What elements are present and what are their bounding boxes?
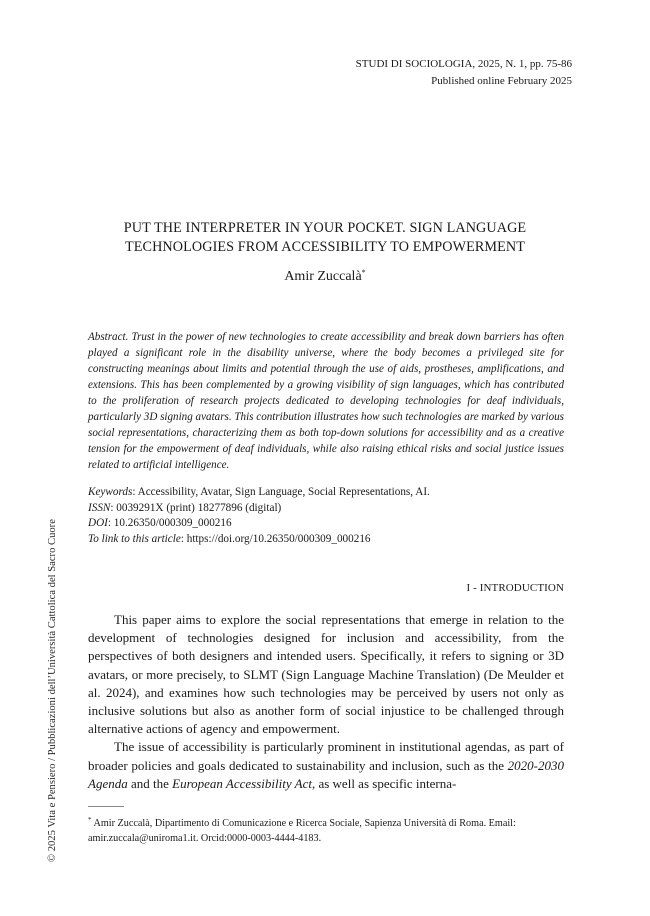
issn-line <box>88 501 564 517</box>
keywords-value: : Accessibility, Avatar, Sign Language, Social Representations, AI. <box>132 486 430 498</box>
article-link-line <box>88 532 564 548</box>
agenda-reference: 2020-2030 Agenda <box>88 757 564 791</box>
doi-label: DOI <box>88 517 108 529</box>
footnote-text: Amir Zuccalà, Dipartimento di Comunicazione e Ricerca Sociale, Sapienza Università di Roma. Email: amir.zuccala@uniroma1.it. Orcid:0000-0003-4444-4183. <box>88 818 516 844</box>
doi-value: : 10.26350/000309_000216 <box>107 517 232 529</box>
article-link-label: To link to this article <box>88 532 181 545</box>
article-title <box>60 219 590 257</box>
abstract: Abstract. Trust in the power of new technologies to create accessibility and break down barriers has often played a significant role in the disability universe, where the body becomes a privileged site for constructing meanings about limits and potential through the use of aids, prostheses, amplifications, and extensions. This has been complemented by a growing visibility of sign languages, which has contributed to the proliferation of research projects dedicated to developing technologies for deaf individuals, particularly 3D signing avatars. This contribution illustrates how such technologies are marked by various social representations, characterizing them as both top-down solutions for accessibility and as a creative tension for the empowerment of deaf individuals, while also raising ethical risks and social justice issues related to artificial intelligence. <box>88 331 564 471</box>
section-heading: I - INTRODUCTION <box>466 582 564 594</box>
article-author <box>60 268 590 285</box>
body-text <box>88 611 564 793</box>
article-link-value: : https://doi.org/10.26350/000309_000216 <box>180 532 371 545</box>
issn-value: : 0039291X (print) 18277896 (digital) <box>110 501 282 514</box>
copyright-side-note: © 2025 Vita e Pensiero / Pubblicazioni dell’Università Cattolica del Sacro Cuore <box>47 519 58 862</box>
paragraph-2 <box>88 738 564 793</box>
journal-citation: STUDI DI SOCIOLOGIA, 2025, N. 1, pp. 75-86 <box>355 58 572 70</box>
keywords-label: Keywords <box>88 486 133 498</box>
paragraph-2-middle: and the <box>127 775 173 791</box>
keywords-line <box>88 485 564 501</box>
title-line-2: TECHNOLOGIES FROM ACCESSIBILITY TO EMPOWERMENT <box>124 239 526 255</box>
footnote-divider <box>88 806 124 807</box>
author-name: Amir Zuccalà <box>284 269 362 284</box>
footnote-mark: * <box>88 816 92 824</box>
author-footnote-mark: * <box>361 268 366 277</box>
publication-date: Published online February 2025 <box>431 75 572 87</box>
paragraph-2-end: , as well as specific interna- <box>311 775 457 791</box>
article-metadata <box>88 485 564 547</box>
title-line-1: PUT THE INTERPRETER IN YOUR POCKET. SIGN LANGUAGE <box>123 220 527 236</box>
footnote <box>88 813 564 846</box>
paragraph-2-start: The issue of accessibility is particularly prominent in institutional agendas, as part of broader policies and goals dedicated to sustainability and inclusion, such as the <box>88 739 564 773</box>
issn-label: ISSN <box>88 501 111 514</box>
journal-header <box>356 56 572 90</box>
accessibility-act-reference: European Accessibility Act <box>172 775 312 791</box>
doi-line <box>88 516 564 532</box>
paragraph-1: This paper aims to explore the social representations that emerge in relation to the development of technologies designed for inclusion and accessibility, from the perspectives of both designers and intended users. Specifically, it refers to signing or 3D avatars, or more precisely, to SLMT (Sign Language Machine Translation) (De Meulder et al. 2024), and examines how such technologies may be perceived by users not only as inclusive solutions but also as another form of social injustice to be challenged through alternative actions of agency and empowerment. <box>88 612 564 737</box>
